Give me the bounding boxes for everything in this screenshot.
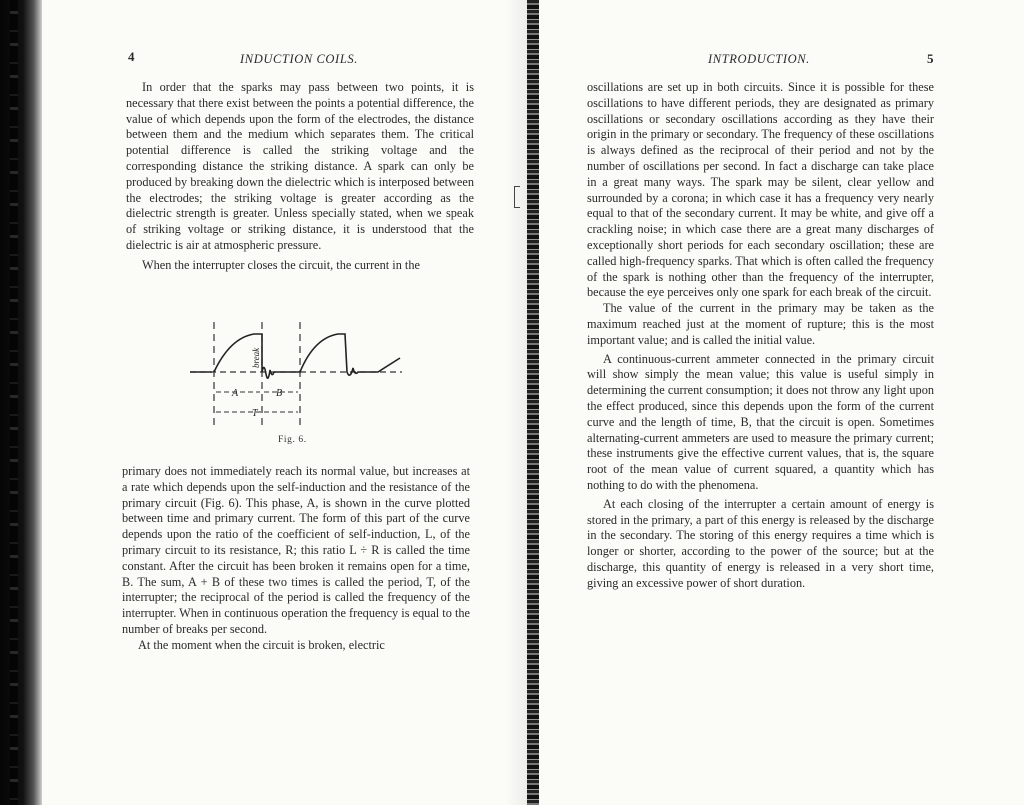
right-paragraph-1: oscillations are set up in both circuits. Since it is possible for these oscillations to have different periods, they are designated as primary oscillations or secondary oscillations according as they have their origin in the primary or secondary. The frequency of these oscillations is always defined as the reciprocal of their period and not by the number of oscillations per second. In fact a discharge can take place in a great many ways. The spark may be silent, clear yellow and surrounded by a corona; in which case it has a frequency very nearly equal to that of the secondary current. It may be white, and give off a crackling noise; in which case there are a great many discharges of exceptionally short periods for each secondary oscillation; these are called high-frequency sparks. That which is often called the frequency of the spark is nothing other than the frequency of the interrupter, because the eye perceives only one spark for each break of the circuit. bbox=[587, 80, 934, 300]
left-page-number: 4 bbox=[128, 49, 135, 64]
left-page-header bbox=[112, 49, 482, 69]
gutter-shading bbox=[506, 0, 528, 805]
label-T: T bbox=[252, 408, 258, 419]
right-running-title: INTRODUCTION. bbox=[708, 52, 810, 66]
left-running-title: INDUCTION COILS. bbox=[240, 52, 358, 66]
label-A: A bbox=[232, 388, 239, 399]
current-curve-diagram bbox=[190, 316, 410, 446]
figure-6 bbox=[190, 316, 410, 446]
book-edge-shadow bbox=[0, 0, 42, 805]
right-paragraph-2: The value of the current in the primary may be taken as the maximum reached just at the moment of rupture; this is the most important value; and is called the initial value. bbox=[587, 301, 934, 347]
left-paragraph-1: In order that the sparks may pass between two points, it is necessary that there exist between the points a potential difference, the value of which depends upon the form of the electrodes, the distance between them and the medium which separates them. The critical potential difference is called the striking voltage and the corresponding distance the striking distance. A spark can only be produced by breaking down the dielectric which is interposed between the electrodes; the striking voltage is greater according as the dielectric strength is greater. Unless specially stated, when we speak of striking voltage or striking distance, it is understood that the dielectric is air at atmospheric pressure. bbox=[126, 80, 474, 252]
figure-caption: Fig. 6. bbox=[278, 435, 307, 445]
left-paragraph-2: When the interrupter closes the circuit, the current in the bbox=[142, 257, 420, 272]
label-B: B bbox=[276, 388, 283, 399]
left-text-top bbox=[126, 80, 474, 274]
right-page-header bbox=[585, 49, 935, 69]
label-break: break bbox=[251, 347, 261, 368]
margin-bracket-mark bbox=[514, 186, 520, 208]
right-paragraph-4: At each closing of the interrupter a certain amount of energy is stored in the primary, a part of this energy is released by the discharge in the secondary. The storing of this energy requires a time which is longer or shorter, according to the power of the source; but at the discharge, this quantity of energy is released in a very short time, giving an excessive power of short duration. bbox=[587, 496, 934, 590]
left-text-bottom bbox=[122, 464, 470, 654]
right-paragraph-3: A continuous-current ammeter connected in the primary circuit will show simply the mean value; this value is useful simply in determining the current consumption; it does not throw any light upon the effect produced, since this depends upon the form of the current curve and the length of time, B, that the circuit is open. Sometimes alternating-current ammeters are used to measure the primary current; these instruments give the effective current values, that is, the square root of the mean value of current squared, a quantity which has nothing to do with the phenomena. bbox=[587, 351, 934, 492]
book-gutter bbox=[527, 0, 539, 805]
left-paragraph-3: primary does not immediately reach its normal value, but increases at a rate which depends upon the self-induction and the resistance of the primary circuit (Fig. 6). This phase, A, is shown in the curve plotted between time and primary current. The form of this part of the curve depends upon the ratio of the coefficient of self-induction, L, of the primary circuit to its resistance, R; this ratio L ÷ R is called the time constant. After the circuit has been broken it remains open for a time, B. The sum, A + B of these two times is called the period, T, of the interrupter; the reciprocal of the period is called the frequency of the interrupter. When in continuous operation the frequency is equal to the number of breaks per second. bbox=[122, 464, 470, 636]
left-paragraph-4: At the moment when the circuit is broken, electric bbox=[138, 637, 385, 652]
right-page-number: 5 bbox=[927, 51, 934, 66]
right-text bbox=[587, 80, 934, 592]
